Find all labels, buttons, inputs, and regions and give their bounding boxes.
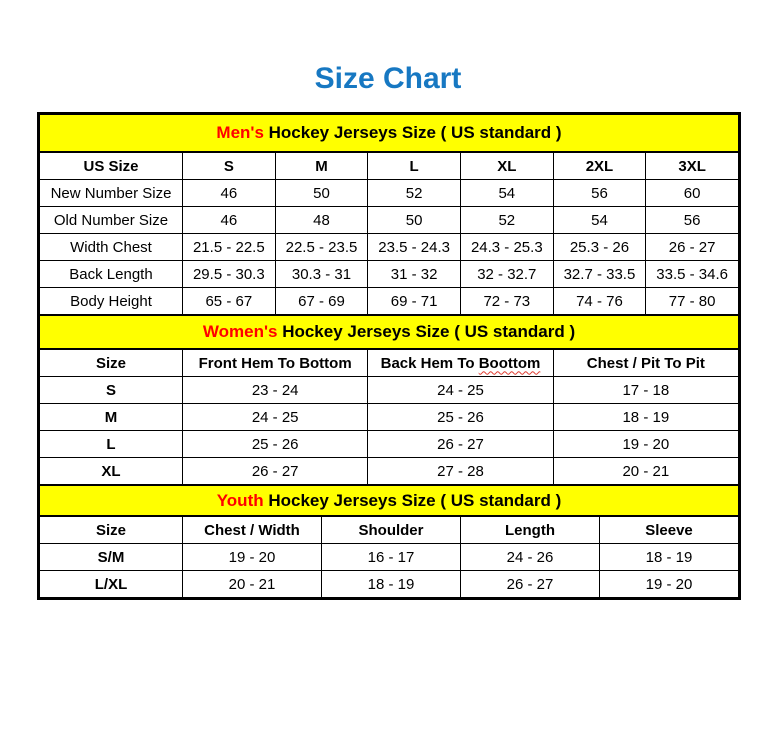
misspelled-word: Boottom [478, 354, 541, 372]
column-header: 3XL [646, 152, 739, 180]
table-row [40, 404, 739, 431]
mens-section-title-rest: Hockey Jerseys Size ( US standard ) [263, 123, 562, 142]
size-value-cell: 48 [275, 207, 368, 234]
size-value-cell: 54 [553, 207, 646, 234]
size-value-cell: 18 - 19 [600, 544, 739, 571]
size-value-cell: 72 - 73 [460, 288, 553, 315]
size-value-cell: 52 [368, 180, 461, 207]
mens-section-header [40, 115, 739, 153]
womens-section-title-highlight: Women's [202, 322, 278, 341]
column-header: Sleeve [600, 516, 739, 544]
size-value-cell: 32.7 - 33.5 [553, 261, 646, 288]
size-value-cell: 32 - 32.7 [460, 261, 553, 288]
size-value-cell: 69 - 71 [368, 288, 461, 315]
column-header: Length [461, 516, 600, 544]
column-header: Shoulder [322, 516, 461, 544]
column-header: XL [460, 152, 553, 180]
table-row [40, 207, 739, 234]
column-header [368, 349, 553, 377]
size-value-cell: 22.5 - 23.5 [275, 234, 368, 261]
row-label: L/XL [40, 571, 183, 598]
size-value-cell: 65 - 67 [183, 288, 276, 315]
row-label: Old Number Size [40, 207, 183, 234]
row-label: S/M [40, 544, 183, 571]
column-header: Size [40, 349, 183, 377]
table-row [40, 458, 739, 485]
size-value-cell: 18 - 19 [553, 404, 738, 431]
column-header: Chest / Width [183, 516, 322, 544]
row-label: L [40, 431, 183, 458]
size-value-cell: 56 [553, 180, 646, 207]
row-label: M [40, 404, 183, 431]
womens-section-title [40, 316, 739, 350]
size-value-cell: 54 [460, 180, 553, 207]
column-header: M [275, 152, 368, 180]
youth-section-title-rest: Hockey Jerseys Size ( US standard ) [263, 490, 562, 510]
column-header: Chest / Pit To Pit [553, 349, 738, 377]
size-value-cell: 25 - 26 [368, 404, 553, 431]
mens-column-header-row [40, 152, 739, 180]
youth-section-header [40, 486, 739, 517]
womens-section-title-rest: Hockey Jerseys Size ( US standard ) [277, 322, 576, 341]
size-chart-page [0, 58, 776, 750]
size-value-cell: 19 - 20 [553, 431, 738, 458]
size-value-cell: 25.3 - 26 [553, 234, 646, 261]
size-value-cell: 19 - 20 [600, 571, 739, 598]
row-label: XL [40, 458, 183, 485]
size-value-cell: 24 - 25 [368, 377, 553, 404]
column-header: US Size [40, 152, 183, 180]
table-row [40, 571, 739, 598]
size-value-cell: 29.5 - 30.3 [183, 261, 276, 288]
table-row [40, 544, 739, 571]
size-value-cell: 20 - 21 [183, 571, 322, 598]
youth-column-header-row [40, 516, 739, 544]
mens-size-table [39, 114, 739, 315]
row-label: Width Chest [40, 234, 183, 261]
size-value-cell: 18 - 19 [322, 571, 461, 598]
size-value-cell: 25 - 26 [183, 431, 368, 458]
size-value-cell: 26 - 27 [183, 458, 368, 485]
size-value-cell: 20 - 21 [553, 458, 738, 485]
row-label: Back Length [40, 261, 183, 288]
row-label: New Number Size [40, 180, 183, 207]
size-value-cell: 21.5 - 22.5 [183, 234, 276, 261]
table-row [40, 431, 739, 458]
size-value-cell: 23 - 24 [183, 377, 368, 404]
size-value-cell: 30.3 - 31 [275, 261, 368, 288]
column-header: S [183, 152, 276, 180]
size-value-cell: 50 [368, 207, 461, 234]
size-value-cell: 50 [275, 180, 368, 207]
size-value-cell: 24 - 26 [461, 544, 600, 571]
size-value-cell: 33.5 - 34.6 [646, 261, 739, 288]
mens-section-title [40, 115, 739, 153]
size-value-cell: 67 - 69 [275, 288, 368, 315]
size-value-cell: 52 [460, 207, 553, 234]
youth-section-title-highlight: Youth [216, 490, 264, 510]
column-header-text: Back Hem To [380, 354, 479, 372]
column-header: 2XL [553, 152, 646, 180]
size-value-cell: 26 - 27 [646, 234, 739, 261]
row-label: Body Height [40, 288, 183, 315]
size-chart-container [37, 112, 741, 600]
size-value-cell: 26 - 27 [461, 571, 600, 598]
size-value-cell: 60 [646, 180, 739, 207]
womens-size-table [39, 315, 739, 485]
table-row [40, 288, 739, 315]
size-value-cell: 23.5 - 24.3 [368, 234, 461, 261]
size-value-cell: 31 - 32 [368, 261, 461, 288]
size-value-cell: 16 - 17 [322, 544, 461, 571]
size-value-cell: 27 - 28 [368, 458, 553, 485]
mens-section-title-highlight: Men's [216, 123, 264, 142]
table-row [40, 234, 739, 261]
size-value-cell: 17 - 18 [553, 377, 738, 404]
size-value-cell: 46 [183, 207, 276, 234]
column-header: Size [40, 516, 183, 544]
size-value-cell: 26 - 27 [368, 431, 553, 458]
size-value-cell: 74 - 76 [553, 288, 646, 315]
column-header: Front Hem To Bottom [183, 349, 368, 377]
size-value-cell: 56 [646, 207, 739, 234]
table-row [40, 180, 739, 207]
table-row [40, 377, 739, 404]
page-title: Size Chart [314, 62, 462, 95]
womens-column-header-row [40, 349, 739, 377]
size-value-cell: 24.3 - 25.3 [460, 234, 553, 261]
row-label: S [40, 377, 183, 404]
size-value-cell: 46 [183, 180, 276, 207]
size-value-cell: 24 - 25 [183, 404, 368, 431]
size-value-cell: 77 - 80 [646, 288, 739, 315]
youth-size-table [39, 485, 739, 598]
size-value-cell: 19 - 20 [183, 544, 322, 571]
womens-section-header [40, 316, 739, 350]
youth-section-title [40, 486, 739, 517]
column-header: L [368, 152, 461, 180]
table-row [40, 261, 739, 288]
